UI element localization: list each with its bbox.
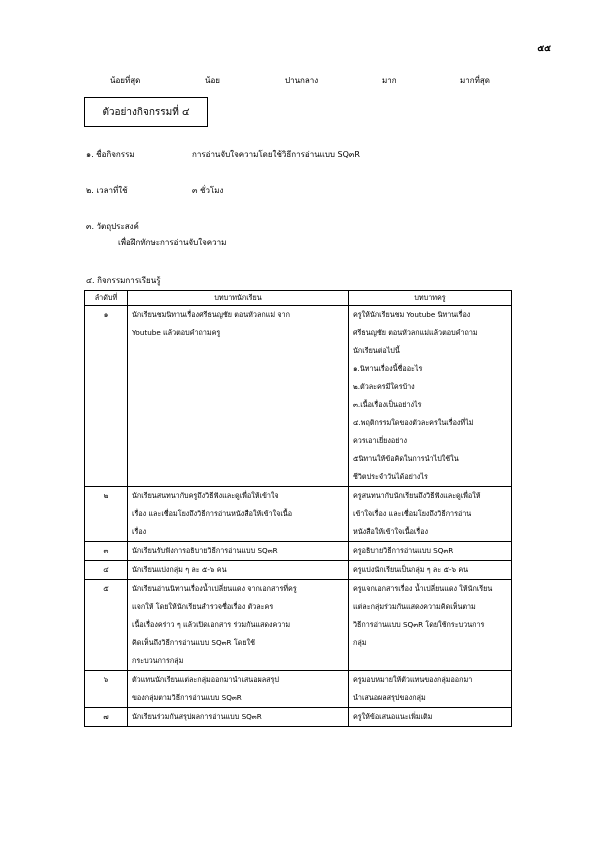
- teacher-role-line: ชีวิตประจำวันได้อย่างไร: [353, 472, 428, 481]
- table-header-row: [85, 291, 512, 306]
- teacher-role-line: นักเรียนต่อไปนี้: [353, 346, 400, 355]
- teacher-role-cell: [349, 580, 512, 671]
- row-number: ๑: [85, 306, 128, 487]
- student-role-cell: [128, 671, 349, 708]
- student-role-line: นักเรียนชมนิทานเรื่องศรีธนญชัย ตอนหัวลกแม่ จาก: [132, 310, 290, 319]
- scale-label: มากที่สุด: [460, 76, 490, 85]
- activity-table: [84, 290, 512, 727]
- column-header-order: ลำดับที่: [85, 291, 128, 306]
- row-number: ๓: [85, 542, 128, 561]
- scale-label: น้อย: [205, 76, 220, 85]
- student-role-cell: [128, 708, 349, 727]
- teacher-role-line: ครูให้นักเรียนชม Youtube นิทานเรื่อง: [353, 310, 471, 319]
- teacher-role-line: ๕นิทานให้ข้อคิดในการนำไปใช้ใน: [353, 454, 459, 463]
- time-label: ๒. เวลาที่ใช้: [86, 186, 128, 195]
- student-role-line: เรื่อง และเชื่อมโยงถึงวิธีการอ่านหนังสือให้เข้าใจเนื้อ: [132, 509, 293, 518]
- learning-activities-label: ๔. กิจกรรมการเรียนรู้: [86, 276, 161, 285]
- teacher-role-cell: [349, 561, 512, 580]
- student-role-line: Youtube แล้วตอบคำถามครู: [132, 328, 221, 337]
- table-row: [85, 580, 512, 671]
- teacher-role-line: ครูให้ข้อเสนอแนะเพิ่มเติม: [353, 712, 433, 721]
- student-role-cell: [128, 561, 349, 580]
- teacher-role-cell: [349, 708, 512, 727]
- table-row: [85, 708, 512, 727]
- student-role-line: นักเรียนอ่านนิทานเรื่องน้ำเปลี่ยนแดง จากเอกสารที่ครู: [132, 584, 297, 593]
- page-number: ๕๕: [537, 44, 551, 54]
- teacher-role-line: กลุ่ม: [353, 638, 367, 647]
- teacher-role-line: ครูสนทนากับนักเรียนถึงวิธีฟังและดูเพื่อให้: [353, 491, 481, 500]
- teacher-role-line: ๓.เนื้อเรื่องเป็นอย่างไร: [353, 400, 422, 409]
- row-number: ๗: [85, 708, 128, 727]
- teacher-role-cell: [349, 542, 512, 561]
- teacher-role-line: หนังสือให้เข้าใจเนื้อเรื่อง: [353, 527, 429, 536]
- teacher-role-line: ควรเอาเยี่ยงอย่าง: [353, 436, 407, 445]
- teacher-role-cell: [349, 671, 512, 708]
- table-row: [85, 561, 512, 580]
- time-value: ๓ ชั่วโมง: [192, 186, 224, 195]
- student-role-line: เนื้อเรื่องคร่าว ๆ แล้วเปิดเอกสาร ร่วมกันแสดงความ: [132, 620, 291, 629]
- row-number: ๒: [85, 487, 128, 542]
- student-role-line: นักเรียนแบ่งกลุ่ม ๆ ละ ๕-๖ คน: [132, 565, 227, 574]
- activity-title-box: ตัวอย่างกิจกรรมที่ ๔: [84, 97, 208, 127]
- teacher-role-cell: [349, 487, 512, 542]
- column-header-teacher-role: บทบาทครู: [349, 291, 512, 306]
- table-row: [85, 306, 512, 487]
- activity-name-value: การอ่านจับใจความโดยใช้วิธีการอ่านแบบ SQ๓R: [192, 150, 360, 159]
- student-role-cell: [128, 542, 349, 561]
- objective-label: ๓. วัตถุประสงค์: [86, 222, 139, 231]
- teacher-role-line: ครูอธิบายวิธีการอ่านแบบ SQ๓R: [353, 546, 454, 555]
- row-number: ๕: [85, 580, 128, 671]
- teacher-role-line: นำเสนอผลสรุปของกลุ่ม: [353, 693, 426, 702]
- table-row: [85, 487, 512, 542]
- student-role-line: คิดเห็นถึงวิธีการอ่านแบบ SQ๓R โดยใช้: [132, 638, 255, 647]
- teacher-role-line: แต่ละกลุ่มร่วมกันแสดงความคิดเห็นตาม: [353, 602, 476, 611]
- student-role-line: เรื่อง: [132, 527, 147, 536]
- table-row: [85, 542, 512, 561]
- student-role-line: แจกให้ โดยให้นักเรียนสำรวจชื่อเรื่อง ตัวละคร: [132, 602, 274, 611]
- student-role-line: กระบวนการกลุ่ม: [132, 656, 184, 665]
- row-number: ๖: [85, 671, 128, 708]
- scale-label: น้อยที่สุด: [110, 76, 141, 85]
- student-role-line: ตัวแทนนักเรียนแต่ละกลุ่มออกมานำเสนอผลสรุป: [132, 675, 279, 684]
- teacher-role-cell: [349, 306, 512, 487]
- column-header-student-role: บทบาทนักเรียน: [128, 291, 349, 306]
- scale-label: มาก: [382, 76, 397, 85]
- student-role-line: นักเรียนร่วมกันสรุปผลการอ่านแบบ SQ๓R: [132, 712, 262, 721]
- teacher-role-line: ศรีธนญชัย ตอนหัวลกแม่แล้วตอบคำถาม: [353, 328, 478, 337]
- teacher-role-line: ครูแจกเอกสารเรื่อง น้ำเปลี่ยนแดง ให้นักเรียน: [353, 584, 493, 593]
- student-role-cell: [128, 580, 349, 671]
- teacher-role-line: เข้าใจเรื่อง และเชื่อมโยงถึงวิธีการอ่าน: [353, 509, 472, 518]
- table-row: [85, 671, 512, 708]
- teacher-role-line: วิธีการอ่านแบบ SQ๓R โดยใช้กระบวนการ: [353, 620, 485, 629]
- student-role-cell: [128, 487, 349, 542]
- student-role-line: นักเรียนสนทนากับครูถึงวิธีฟังและดูเพื่อให้เข้าใจ: [132, 491, 279, 500]
- student-role-line: นักเรียนรับฟังการอธิบายวิธีการอ่านแบบ SQ๓R: [132, 546, 278, 555]
- objective-value: เพื่อฝึกทักษะการอ่านจับใจความ: [118, 238, 227, 247]
- teacher-role-line: ครูแบ่งนักเรียนเป็นกลุ่ม ๆ ละ ๕-๖ คน: [353, 565, 469, 574]
- student-role-cell: [128, 306, 349, 487]
- teacher-role-line: ครูมอบหมายให้ตัวแทนของกลุ่มออกมา: [353, 675, 473, 684]
- teacher-role-line: ๔.พฤติกรรมใดของตัวละครในเรื่องที่ไม่: [353, 418, 474, 427]
- scale-label: ปานกลาง: [285, 76, 319, 85]
- student-role-line: ของกลุ่มตามวิธีการอ่านแบบ SQ๓R: [132, 693, 242, 702]
- teacher-role-line: ๑.นิทานเรื่องนี้ชื่ออะไร: [353, 364, 423, 373]
- teacher-role-line: ๒.ตัวละครมีใครบ้าง: [353, 382, 415, 391]
- activity-name-label: ๑. ชื่อกิจกรรม: [86, 150, 135, 159]
- row-number: ๔: [85, 561, 128, 580]
